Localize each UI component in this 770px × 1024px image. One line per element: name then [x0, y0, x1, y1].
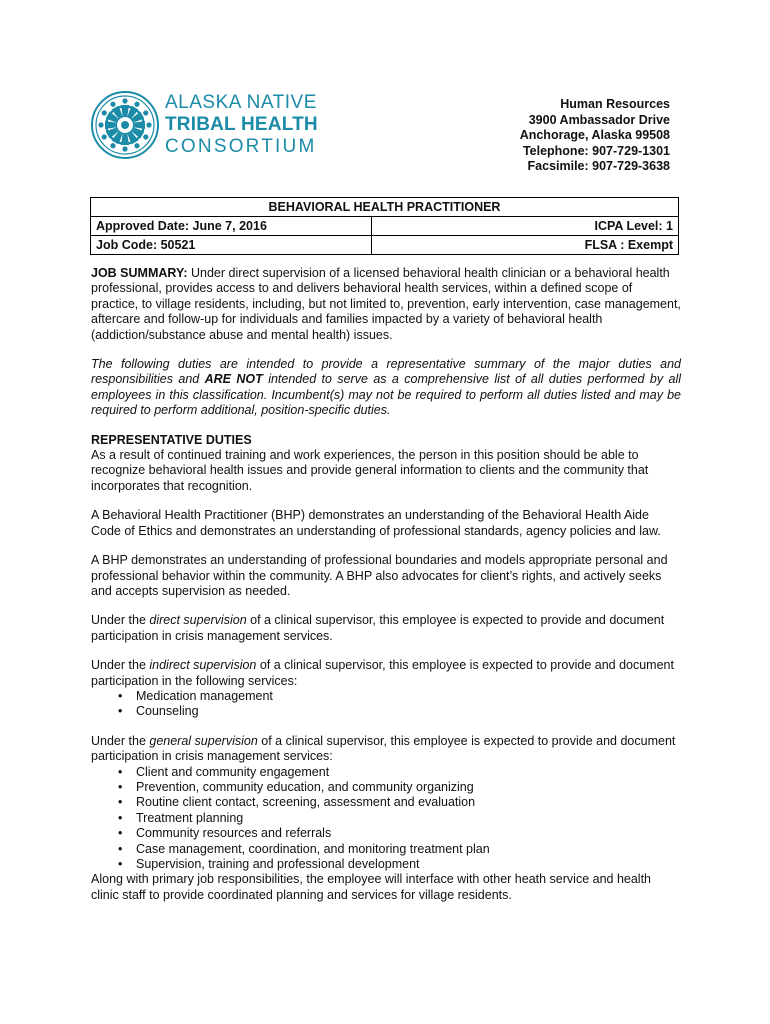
logo-line-consortium: CONSORTIUM: [165, 136, 317, 157]
job-code: Job Code: 50521: [91, 236, 372, 255]
icpa-level: ICPA Level: 1: [372, 217, 679, 236]
disclaimer-emphasis: ARE NOT: [204, 372, 263, 387]
list-item: • Treatment planning: [136, 811, 681, 826]
duties-disclaimer: [91, 357, 681, 419]
list-item: • Prevention, community education, and community organizing: [136, 780, 681, 795]
street-address: 3900 Ambassador Drive: [528, 112, 670, 127]
indirect-services-list: [91, 689, 681, 720]
representative-duties-section: [91, 433, 681, 495]
disclaimer-text-1: The following duties are intended to provide a representative summary of the major duties and responsibilities and: [91, 357, 681, 387]
facsimile-number: Facsimile: 907-729-3638: [527, 159, 670, 173]
logo-line-tribal-health: TRIBAL HEALTH: [165, 114, 318, 135]
direct-pre: Under the: [91, 613, 150, 628]
job-title: BEHAVIORAL HEALTH PRACTITIONER: [91, 198, 679, 217]
job-summary: [91, 266, 681, 343]
logo-wordmark: [165, 92, 335, 158]
organization-logo: [90, 90, 330, 162]
telephone-number: Telephone: 907-729-1301: [522, 143, 670, 158]
indirect-term: indirect supervision: [149, 658, 257, 673]
document-body: [91, 266, 681, 917]
disclaimer-text-2: intended to serve as a comprehensive list of all duties performed by all employees in this classification. Incumbent(s) may not be required to perform all duties listed and may be required to perform additional, position-specific duties.: [91, 372, 681, 418]
duties-intro: As a result of continued training and work experiences, the person in this position should be able to recognize behavioral health issues and provide general information to clients and the community that incorporates that recognition.: [91, 448, 649, 493]
general-term: general supervision: [149, 733, 258, 748]
indirect-post: of a clinical supervisor, this employee is expected to provide and document participation in the following services:: [91, 658, 674, 688]
list-item: • Routine client contact, screening, assessment and evaluation: [136, 795, 681, 810]
direct-supervision-paragraph: [91, 613, 681, 644]
job-summary-text: Under direct supervision of a licensed behavioral health clinician or a behavioral health professional, provides access to and delivers behavioral health services, within a defined scope of practice, to village residents, including, but not limited to, prevention, early intervention, case management, aftercare and follow-up for individuals and families impacted by a variety of behavioral health (addiction/substance abuse and mental health) issues.: [91, 266, 681, 342]
direct-post: of a clinical supervisor, this employee is expected to provide and document participation in crisis management services.: [91, 613, 665, 643]
general-services-list: [91, 765, 681, 873]
list-item: • Client and community engagement: [136, 765, 681, 780]
department-name: Human Resources: [560, 97, 670, 111]
list-item: • Supervision, training and professional development: [136, 857, 681, 872]
section-heading: REPRESENTATIVE DUTIES: [91, 432, 252, 447]
general-post: of a clinical supervisor, this employee is expected to provide and document participation in crisis management services:: [91, 733, 676, 764]
logo-line-alaska-native: ALASKA NATIVE: [165, 92, 317, 113]
indirect-supervision-paragraph: [91, 658, 681, 689]
list-item: • Medication management: [136, 689, 681, 704]
boundaries-paragraph: A BHP demonstrates an understanding of professional boundaries and models appropriate personal and professional behavior within the community. A BHP also advocates for client’s rights, and actively seeks and accepts supervision as needed.: [91, 553, 668, 598]
list-item: • Counseling: [136, 704, 681, 719]
address-block: [520, 97, 670, 175]
city-state-zip: Anchorage, Alaska 99508: [519, 128, 670, 142]
general-pre: Under the: [91, 733, 150, 748]
tribal-circle-emblem-icon: [90, 90, 160, 160]
list-item: • Case management, coordination, and monitoring treatment plan: [136, 842, 681, 857]
direct-term: direct supervision: [149, 613, 247, 628]
ethics-paragraph: A Behavioral Health Practitioner (BHP) demonstrates an understanding of the Behavioral Health Aide Code of Ethics and demonstrates an understanding of professional standards, agency policies and law.: [91, 508, 661, 538]
list-item: • Community resources and referrals: [136, 826, 681, 841]
approved-date: Approved Date: June 7, 2016: [91, 217, 372, 236]
flsa-status: FLSA : Exempt: [372, 236, 679, 255]
indirect-pre: Under the: [91, 658, 150, 673]
general-supervision-paragraph: [91, 734, 681, 765]
job-summary-label: JOB SUMMARY:: [91, 266, 188, 280]
closing-paragraph: Along with primary job responsibilities, the employee will interface with other heath service and health clinic staff to provide coordinated planning and services for village residents.: [91, 872, 652, 902]
job-info-table: [90, 197, 679, 255]
